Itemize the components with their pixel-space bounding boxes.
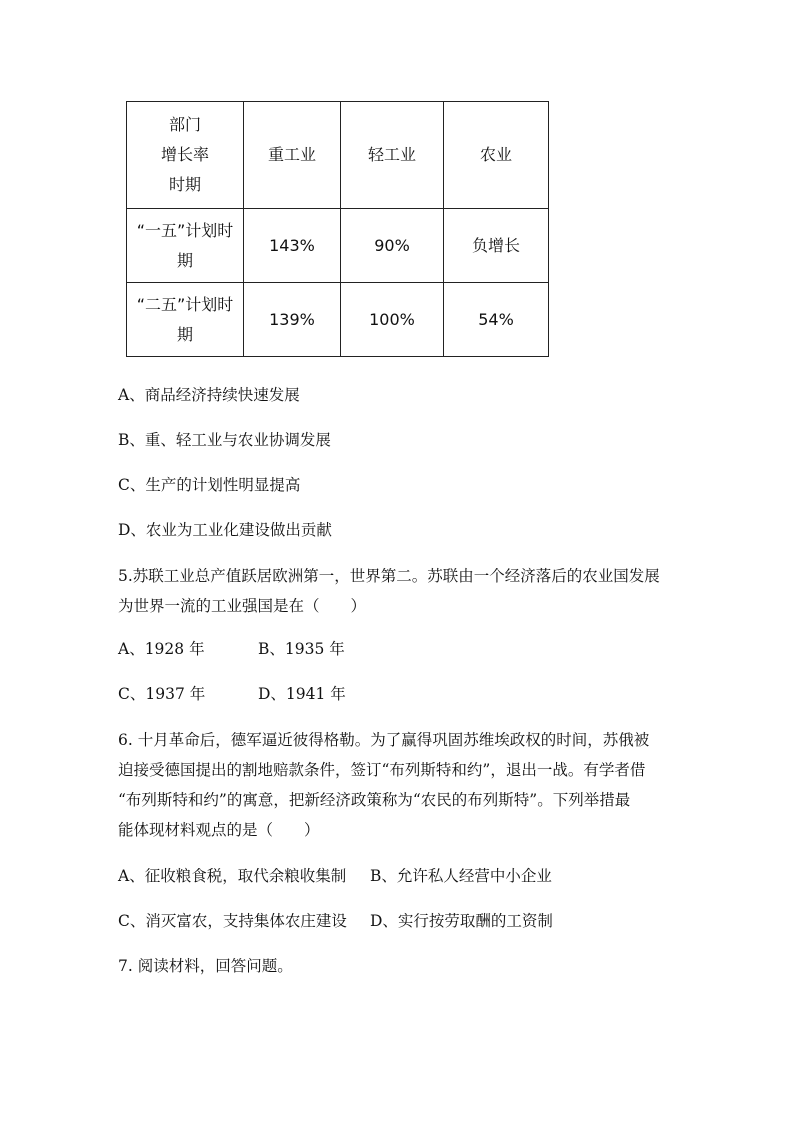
period-label: 期 <box>176 324 193 344</box>
q6-stem-line: 6. 十月革命后，德军逼近彼得格勒。为了赢得巩固苏维埃政权的时间，苏俄被 <box>118 731 650 749</box>
q4-option-b: B、重、轻工业与农业协调发展 <box>118 431 331 449</box>
period-label: “二五”计划时 <box>136 294 234 314</box>
q5-option-b: B、1935 年 <box>258 640 345 658</box>
period-label: 期 <box>176 250 193 270</box>
table-cell: 143% <box>244 209 341 283</box>
q6-options-row-1 <box>118 866 552 886</box>
q5-stem-line: 为世界一流的工业强国是在（ ） <box>118 597 367 615</box>
period-label: “一五”计划时 <box>136 220 234 240</box>
q5-options-row-1 <box>118 639 345 659</box>
table-row <box>127 283 549 357</box>
corner-label-growth-rate: 增长率 <box>160 145 209 164</box>
table-cell: 负增长 <box>444 209 549 283</box>
q4-option-c: C、生产的计划性明显提高 <box>118 476 301 494</box>
header-heavy-industry: 重工业 <box>244 102 341 209</box>
table-corner-cell <box>127 102 244 209</box>
q6-option-c: C、消灭富农，支持集体农庄建设 <box>118 912 347 930</box>
table-row <box>127 209 549 283</box>
q7-stem: 7. 阅读材料，回答问题。 <box>118 957 293 975</box>
table-cell: 90% <box>341 209 444 283</box>
period-cell <box>127 209 244 283</box>
q6-stem-line: 迫接受德国提出的割地赔款条件，签订“布列斯特和约”，退出一战。有学者借 <box>118 761 646 779</box>
q5-options-row-2 <box>118 684 346 704</box>
q6-stem-line: 能体现材料观点的是（ ） <box>118 821 320 839</box>
table-cell: 54% <box>444 283 549 357</box>
corner-label-period: 时期 <box>168 175 201 194</box>
table-cell: 139% <box>244 283 341 357</box>
q5-option-a: A、1928 年 <box>118 640 205 658</box>
q4-option-a: A、商品经济持续快速发展 <box>118 386 300 404</box>
table-cell: 100% <box>341 283 444 357</box>
q6-options-row-2 <box>118 911 553 931</box>
q6-stem <box>118 725 678 845</box>
growth-rate-table <box>126 101 549 357</box>
q4-option-d: D、农业为工业化建设做出贡献 <box>118 521 332 539</box>
q5-stem <box>118 561 678 621</box>
corner-label-department: 部门 <box>168 115 201 134</box>
q6-option-d: D、实行按劳取酬的工资制 <box>370 912 553 930</box>
q6-option-a: A、征收粮食税，取代余粮收集制 <box>118 867 347 885</box>
q6-option-b: B、允许私人经营中小企业 <box>370 867 552 885</box>
q5-stem-line: 5.苏联工业总产值跃居欧洲第一，世界第二。苏联由一个经济落后的农业国发展 <box>118 567 660 585</box>
q6-stem-line: “布列斯特和约”的寓意，把新经济政策称为“农民的布列斯特”。下列举措最 <box>118 791 631 809</box>
q5-option-d: D、1941 年 <box>258 685 346 703</box>
period-cell <box>127 283 244 357</box>
header-light-industry: 轻工业 <box>341 102 444 209</box>
header-agriculture: 农业 <box>444 102 549 209</box>
table-header-row <box>127 102 549 209</box>
q5-option-c: C、1937 年 <box>118 685 206 703</box>
